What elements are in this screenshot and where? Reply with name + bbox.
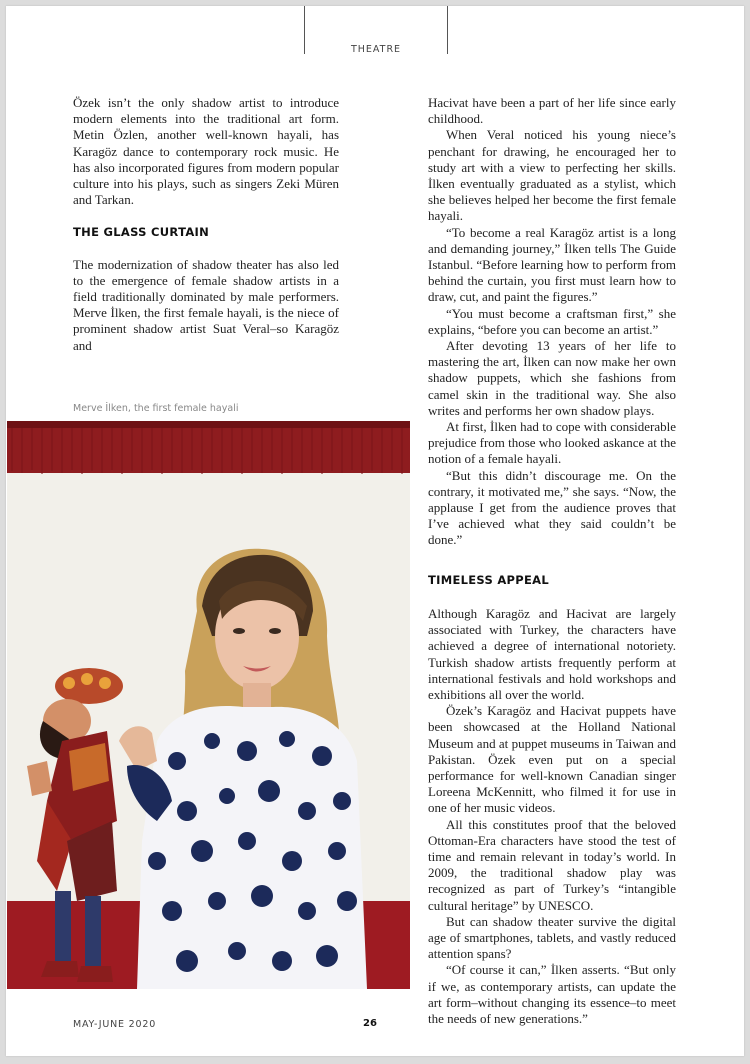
- paragraph: Hacivat have been a part of her life since early childhood.: [428, 95, 676, 127]
- paragraph: “But this didn’t discourage me. On the contrary, it motivated me,” she says. “Now, the applause I get from the audience proves that I’ve achieved what they said couldn’t be done.”: [428, 467, 676, 548]
- section-tab: [304, 6, 448, 54]
- section-label: THEATRE: [350, 44, 402, 55]
- paragraph: Although Karagöz and Hacivat are largely associated with Turkey, the characters have achieved a degree of international notoriety. Turkish shadow artists frequently perform at international festivals and hold workshops and exhibitions all over the world.: [428, 605, 676, 702]
- page-number: 26: [363, 1018, 377, 1029]
- paragraph: Özek’s Karagöz and Hacivat puppets have been showcased at the Holland National Museum and at puppet museums in Taiwan and Pakistan. Özek even put on a special performance for well-known Canadian singer Loreena McKennitt, who filmed it for use in one of her music videos.: [428, 703, 676, 816]
- paragraph: “To become a real Karagöz artist is a long and demanding journey,” İlken tells The Guide Istanbul. “Before learning how to perform from behind the curtain, you first must learn how to draw, cut, and paint the figures.”: [428, 224, 677, 305]
- body-paragraph: The modernization of shadow theater has also led to the emergence of female shadow artists in a field traditionally dominated by male performers. Merve İlken, the first female hayali, is the niece of prominent shadow artist Suat Veral–so Karagöz and: [73, 256, 339, 353]
- issue-date: MAY-JUNE 2020: [73, 1019, 157, 1030]
- photo-illustration: [7, 421, 410, 989]
- right-column: [428, 95, 676, 1027]
- paragraph: After devoting 13 years of her life to mastering the art, İlken can now make her own shadow puppets, which she fashions from camel skin in the traditional way. She also writes and performs her own shadow plays.: [428, 338, 676, 418]
- paragraph: “Of course it can,” İlken asserts. “But only if we, as contemporary artists, can update the art form–without changing its essence–to meet the needs of new generations.”: [428, 962, 676, 1026]
- paragraph: But can shadow theater survive the digital age of smartphones, tablets, and vastly reduced attention spans?: [428, 913, 676, 962]
- section-heading-timeless-appeal: TIMELESS APPEAL: [428, 572, 549, 587]
- left-column: [73, 95, 339, 354]
- paragraph: “You must become a craftsman first,” she explains, “before you can become an artist.”: [428, 305, 676, 337]
- paragraph: All this constitutes proof that the beloved Ottoman-Era characters have stood the test of time and remain relevant in today’s world. In 2009, the traditional shadow play was recognized as part of Turkey’s “intangible cultural heritage” by UNESCO.: [428, 816, 676, 913]
- fringe-curtain: [7, 421, 410, 473]
- paragraph: When Veral noticed his young niece’s penchant for drawing, he encouraged her to study art with a view to perfecting her skills. İlken eventually graduated as a stylist, which she believes helped her become the first female hayali.: [428, 127, 676, 224]
- artist-photo: [7, 421, 410, 989]
- intro-paragraph: Özek isn’t the only shadow artist to introduce modern elements into the traditional art form. Metin Özlen, another well-known hayali, has Karagöz dance to contemporary rock music. He has also incorporated figures from modern popular culture into his plays, such as singers Zeki Müren and Tarkan.: [73, 95, 339, 208]
- section-heading-glass-curtain: THE GLASS CURTAIN: [73, 225, 210, 240]
- paragraph: At first, İlken had to cope with considerable prejudice from those who looked askance at the notion of a female hayali.: [428, 419, 676, 467]
- photo-caption: Merve İlken, the first female hayali: [73, 403, 239, 414]
